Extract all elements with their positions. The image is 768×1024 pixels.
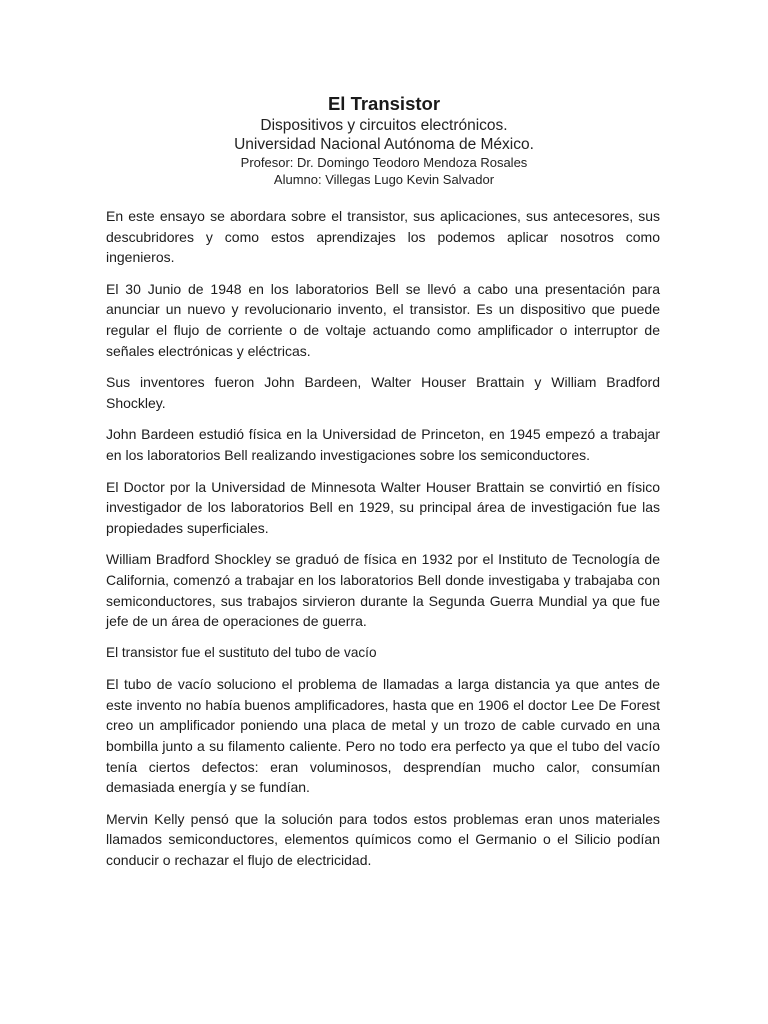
paragraph-vacuum-tube: El tubo de vacío soluciono el problema de llamadas a larga distancia ya que antes de este invento no había buenos amplificadores, hasta que en 1906 el doctor Lee De Forest creo un amplificador poniendo una placa de metal y un trozo de cable curvado en una bombilla junto a su filamento caliente. Pero no todo era perfecto ya que el tubo del vacío tenía ciertos defectos: eran voluminosos, desprendían mucho calor, consumían demasiada energía y se fundían. [106, 676, 660, 796]
document-header [0, 92, 768, 188]
student-line: Alumno: Villegas Lugo Kevin Salvador [273, 172, 495, 187]
paragraph-shockley: William Bradford Shockley se graduó de física en 1932 por el Instituto de Tecnología de California, comenzó a trabajar en los laboratorios Bell donde investigaba y trabajaba con semiconductores, sus trabajos sirvieron durante la Segunda Guerra Mundial ya que fue jefe de un área de operaciones de guerra. [106, 551, 660, 630]
professor-line: Profesor: Dr. Domingo Teodoro Mendoza Rosales [240, 155, 528, 170]
paragraph-brattain: El Doctor por la Universidad de Minnesota Walter Houser Brattain se convirtió en físico investigador de los laboratorios Bell en 1929, su principal área de investigación fue las propiedades superficiales. [106, 478, 660, 536]
course-name: Dispositivos y circuitos electrónicos. [260, 117, 508, 134]
paragraph-intro: En este ensayo se abordara sobre el transistor, sus aplicaciones, sus antecesores, sus descubridores y como estos aprendizajes los podemos aplicar nosotros como ingenieros. [106, 208, 660, 266]
document-body [106, 206, 660, 882]
university-name: Universidad Nacional Autónoma de México. [234, 136, 534, 153]
document-title: El Transistor [327, 93, 441, 114]
paragraph-kelly: Mervin Kelly pensó que la solución para todos estos problemas eran unos materiales llamados semiconductores, elementos químicos como el Germanio o el Silicio podían conducir o rechazar el flujo de electricidad. [106, 810, 660, 869]
paragraph-substitute: El transistor fue el sustituto del tubo de vacío [106, 644, 377, 660]
paragraph-inventors: Sus inventores fueron John Bardeen, Walter Houser Brattain y William Bradford Shockley. [106, 374, 660, 411]
paragraph-presentation: El 30 Junio de 1948 en los laboratorios Bell se llevó a cabo una presentación para anunciar un nuevo y revolucionario invento, el transistor. Es un dispositivo que puede regular el flujo de corriente o de voltaje actuando como amplificador o interruptor de señales electrónicas y eléctricas. [106, 280, 660, 359]
paragraph-bardeen: John Bardeen estudió física en la Universidad de Princeton, en 1945 empezó a trabajar en los laboratorios Bell realizando investigaciones sobre los semiconductores. [106, 426, 660, 463]
